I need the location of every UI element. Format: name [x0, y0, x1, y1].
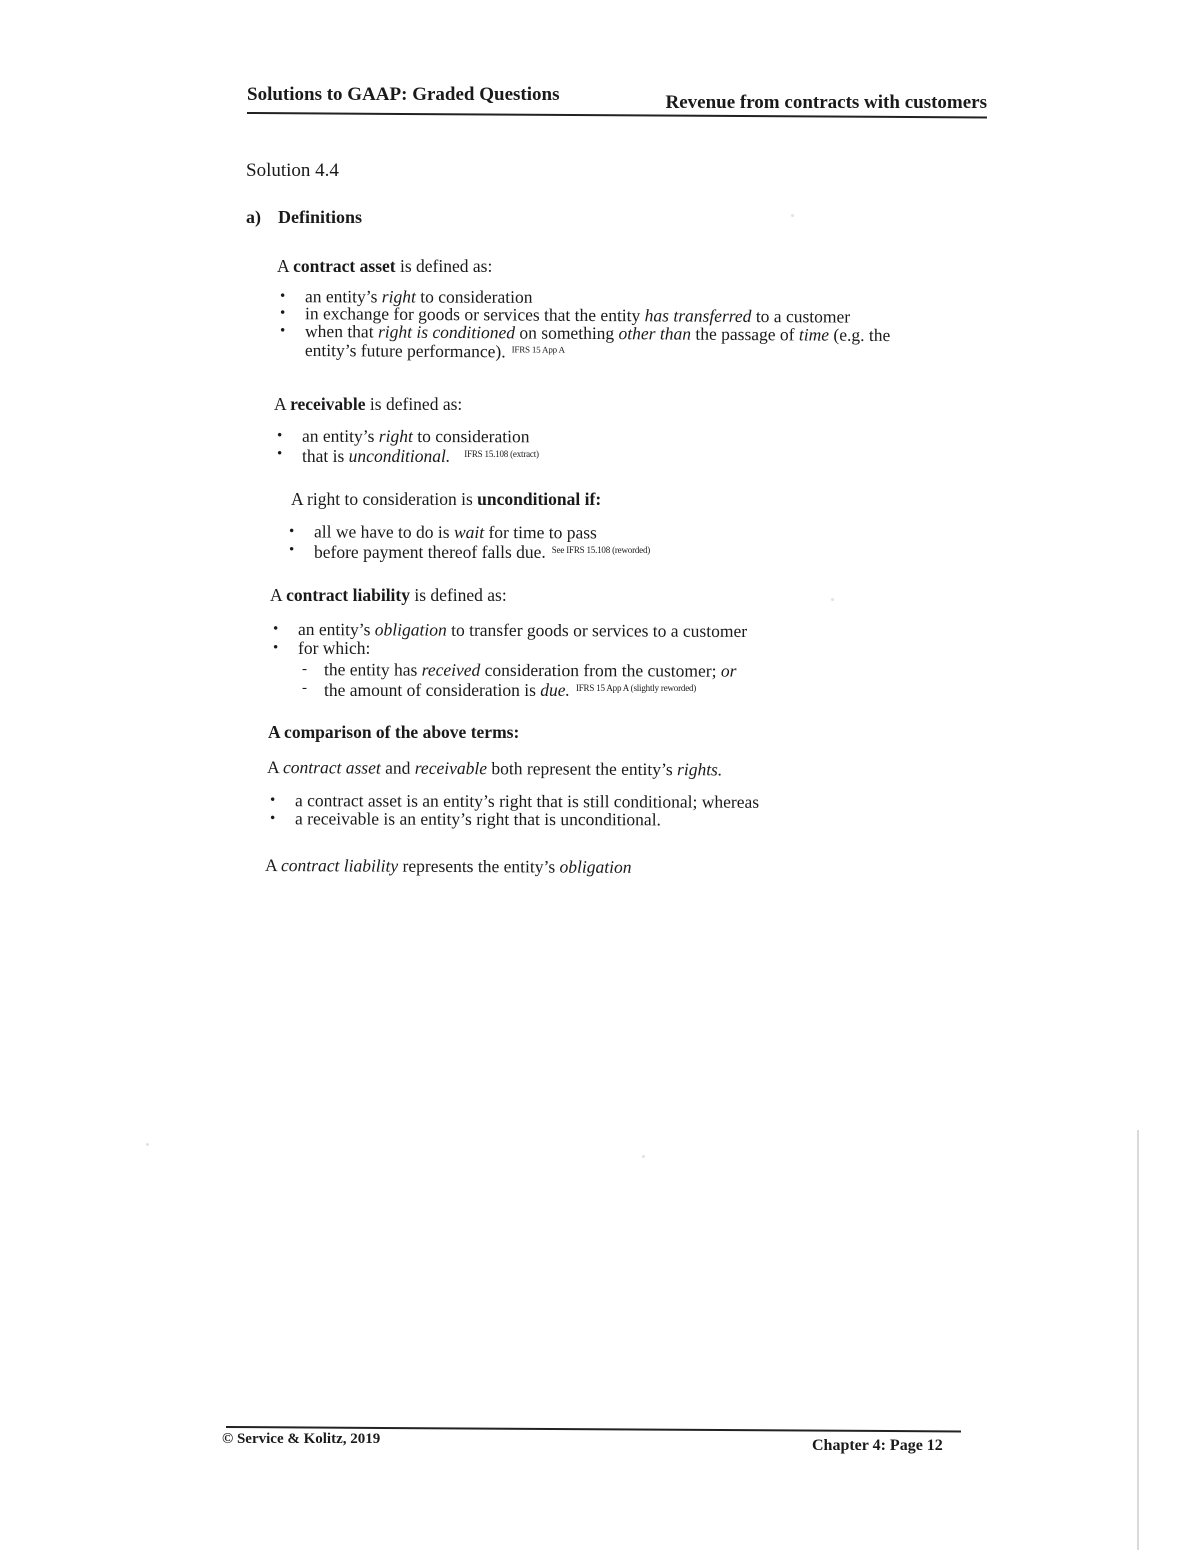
text-span: consideration from the customer;	[480, 659, 721, 681]
list-item	[302, 446, 539, 465]
sub-list-item	[324, 661, 747, 679]
text-italic: rights.	[677, 759, 723, 780]
citation-ref: IFRS 15 App A	[511, 344, 565, 355]
text-span: is defined as:	[410, 585, 507, 605]
text-italic: received	[421, 659, 481, 680]
text-span: represents the entity’s	[398, 855, 560, 877]
sub-list	[323, 659, 747, 700]
contract-liability-lead	[270, 585, 507, 606]
text-span: an entity’s	[301, 425, 379, 446]
section-heading	[246, 209, 362, 226]
text-span: the entity has	[323, 659, 422, 680]
text-span: the passage of	[690, 323, 799, 345]
text-span: is defined as:	[395, 256, 493, 276]
comparison-paragraph	[267, 757, 722, 780]
header-chapter-title: Revenue from contracts with customers	[665, 92, 987, 113]
term-bold: contract asset	[293, 256, 396, 276]
text-span: entity’s future performance).	[304, 339, 506, 362]
contract-asset-lead	[277, 256, 492, 277]
text-span: is defined as:	[365, 394, 463, 414]
scan-speck	[831, 598, 834, 601]
citation-ref: IFRS 15.108 (extract)	[464, 449, 539, 459]
text-italic: unconditional.	[348, 446, 451, 466]
text-span: to consideration	[415, 286, 533, 307]
text-span: all we have to do is	[313, 521, 455, 542]
citation-ref: See IFRS 15.108 (reworded)	[551, 545, 651, 555]
text-span: a receivable is an entity’s right that is unconditional.	[294, 808, 661, 830]
text-italic: contract asset	[283, 757, 381, 778]
text-span: the amount of consideration is	[324, 680, 541, 700]
term-bold: receivable	[290, 394, 366, 414]
list-item	[301, 425, 539, 447]
text-italic: due.	[540, 680, 570, 700]
sub-list-item	[324, 680, 747, 699]
text-span: that is	[302, 446, 349, 466]
text-italic: contract liability	[281, 855, 399, 876]
list-item	[298, 640, 747, 699]
contract-asset-list	[304, 286, 891, 362]
text-span: to consideration	[412, 425, 530, 447]
text-span: A	[266, 757, 284, 778]
section-label: Definitions	[278, 207, 363, 227]
text-span: before payment thereof falls due.	[314, 542, 546, 562]
receivable-list	[301, 425, 539, 466]
text-italic: right	[378, 425, 413, 446]
text-italic: or	[720, 660, 737, 681]
comparison-heading: A comparison of the above terms:	[268, 722, 520, 742]
text-italic: wait	[453, 521, 485, 543]
text-span: in exchange for goods or services that the entity	[304, 303, 645, 326]
text-span: a contract asset is an entity’s right that is still conditional; whereas	[294, 790, 760, 812]
text-italic: other than	[618, 323, 692, 344]
text-span: to a customer	[751, 305, 851, 327]
unconditional-list	[313, 521, 651, 562]
text-span: to transfer goods or services to a customer	[446, 619, 748, 641]
list-item	[314, 542, 650, 561]
text-italic: receivable	[414, 757, 488, 779]
text-span: A	[270, 585, 287, 605]
citation-ref: IFRS 15 App A (slightly reworded)	[575, 683, 697, 693]
text-italic: right	[381, 286, 416, 307]
text-span: on something	[514, 322, 619, 344]
text-span: when that	[305, 320, 379, 342]
term-bold: contract liability	[286, 585, 410, 605]
text-italic: time	[798, 324, 830, 345]
text-span: A	[274, 394, 291, 414]
liability-paragraph	[265, 855, 632, 878]
footer-page-number: Chapter 4: Page 12	[812, 1437, 943, 1454]
text-span: for time to pass	[484, 522, 597, 543]
text-span: for which:	[298, 638, 371, 658]
text-span: an entity’s	[297, 619, 375, 640]
scan-speck	[146, 1143, 149, 1146]
unconditional-lead	[291, 489, 601, 510]
text-italic: obligation	[374, 619, 447, 640]
receivable-lead	[274, 394, 462, 415]
contract-liability-list	[297, 619, 748, 700]
scan-speck	[791, 214, 794, 217]
section-letter: a)	[246, 207, 261, 227]
text-span: A	[277, 256, 294, 276]
scan-edge-artifact	[1137, 1130, 1139, 1550]
text-span: A right to consideration is	[291, 489, 478, 509]
footer-copyright: © Service & Kolitz, 2019	[222, 1431, 381, 1447]
list-item	[304, 320, 891, 363]
text-italic: obligation	[559, 856, 632, 877]
comparison-list	[294, 790, 760, 830]
text-span: A	[264, 855, 282, 876]
scan-speck	[642, 1155, 645, 1158]
text-span: both represent the entity’s	[486, 758, 678, 780]
list-item	[314, 523, 650, 541]
text-italic: has transferred	[644, 305, 752, 326]
text-italic: right is conditioned	[377, 321, 516, 343]
text-span: and	[380, 757, 415, 778]
term-bold: unconditional if:	[477, 489, 602, 509]
text-span: an entity’s	[304, 286, 382, 307]
solution-title: Solution 4.4	[246, 160, 339, 181]
list-item	[295, 810, 759, 828]
text-span: (e.g. the	[828, 324, 891, 346]
header-book-title: Solutions to GAAP: Graded Questions	[247, 84, 560, 105]
